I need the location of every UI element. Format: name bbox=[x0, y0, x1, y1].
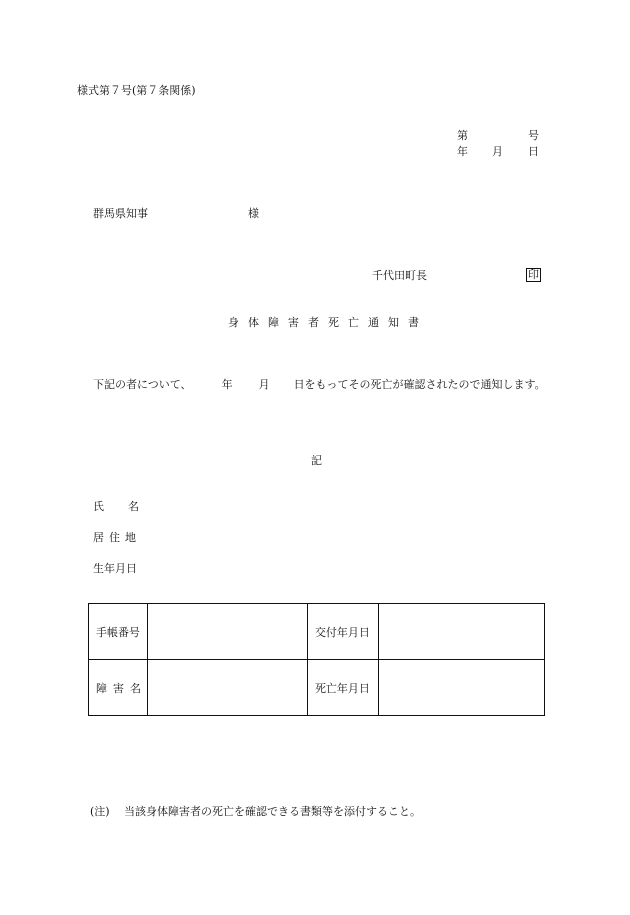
sender-name: 千代田町長 bbox=[372, 269, 427, 282]
note-label: (注) bbox=[90, 805, 110, 818]
form-number: 様式第７号(第７条関係) bbox=[77, 84, 196, 97]
field-name: 氏名 bbox=[93, 500, 163, 513]
body-part1: 下記の者について、 bbox=[93, 378, 192, 391]
ref-day: 日 bbox=[528, 145, 539, 158]
table-row bbox=[89, 660, 545, 716]
disability-name-label: 障害名 bbox=[89, 660, 148, 716]
issue-date-value bbox=[379, 604, 545, 660]
ref-year: 年 bbox=[457, 145, 468, 158]
body-paragraph bbox=[80, 376, 558, 393]
info-table bbox=[88, 603, 545, 716]
table-row bbox=[89, 604, 545, 660]
body-part2: 日をもってその死亡が確認されたので通知します。 bbox=[293, 378, 546, 391]
addressee-honorific: 様 bbox=[248, 207, 259, 220]
ki-label: 記 bbox=[311, 454, 322, 467]
document-title: 身体障害者死亡通知書 bbox=[228, 316, 428, 329]
ref-number-prefix: 第 bbox=[457, 129, 468, 142]
body-year: 年 bbox=[221, 378, 233, 391]
handbook-number-value bbox=[148, 604, 308, 660]
death-date-label: 死亡年月日 bbox=[307, 660, 378, 716]
death-date-value bbox=[379, 660, 545, 716]
disability-name-value bbox=[148, 660, 308, 716]
issue-date-label: 交付年月日 bbox=[307, 604, 378, 660]
seal-mark: 印 bbox=[528, 268, 539, 281]
handbook-number-label: 手帳番号 bbox=[89, 604, 148, 660]
note-text: 当該身体障害者の死亡を確認できる書類等を添付すること。 bbox=[124, 805, 421, 818]
body-month: 月 bbox=[258, 378, 270, 391]
field-address: 居住地 bbox=[93, 531, 141, 544]
ref-month: 月 bbox=[492, 145, 503, 158]
ref-number-suffix: 号 bbox=[528, 129, 539, 142]
field-birthdate: 生年月日 bbox=[93, 562, 137, 575]
addressee-name: 群馬県知事 bbox=[93, 207, 148, 220]
